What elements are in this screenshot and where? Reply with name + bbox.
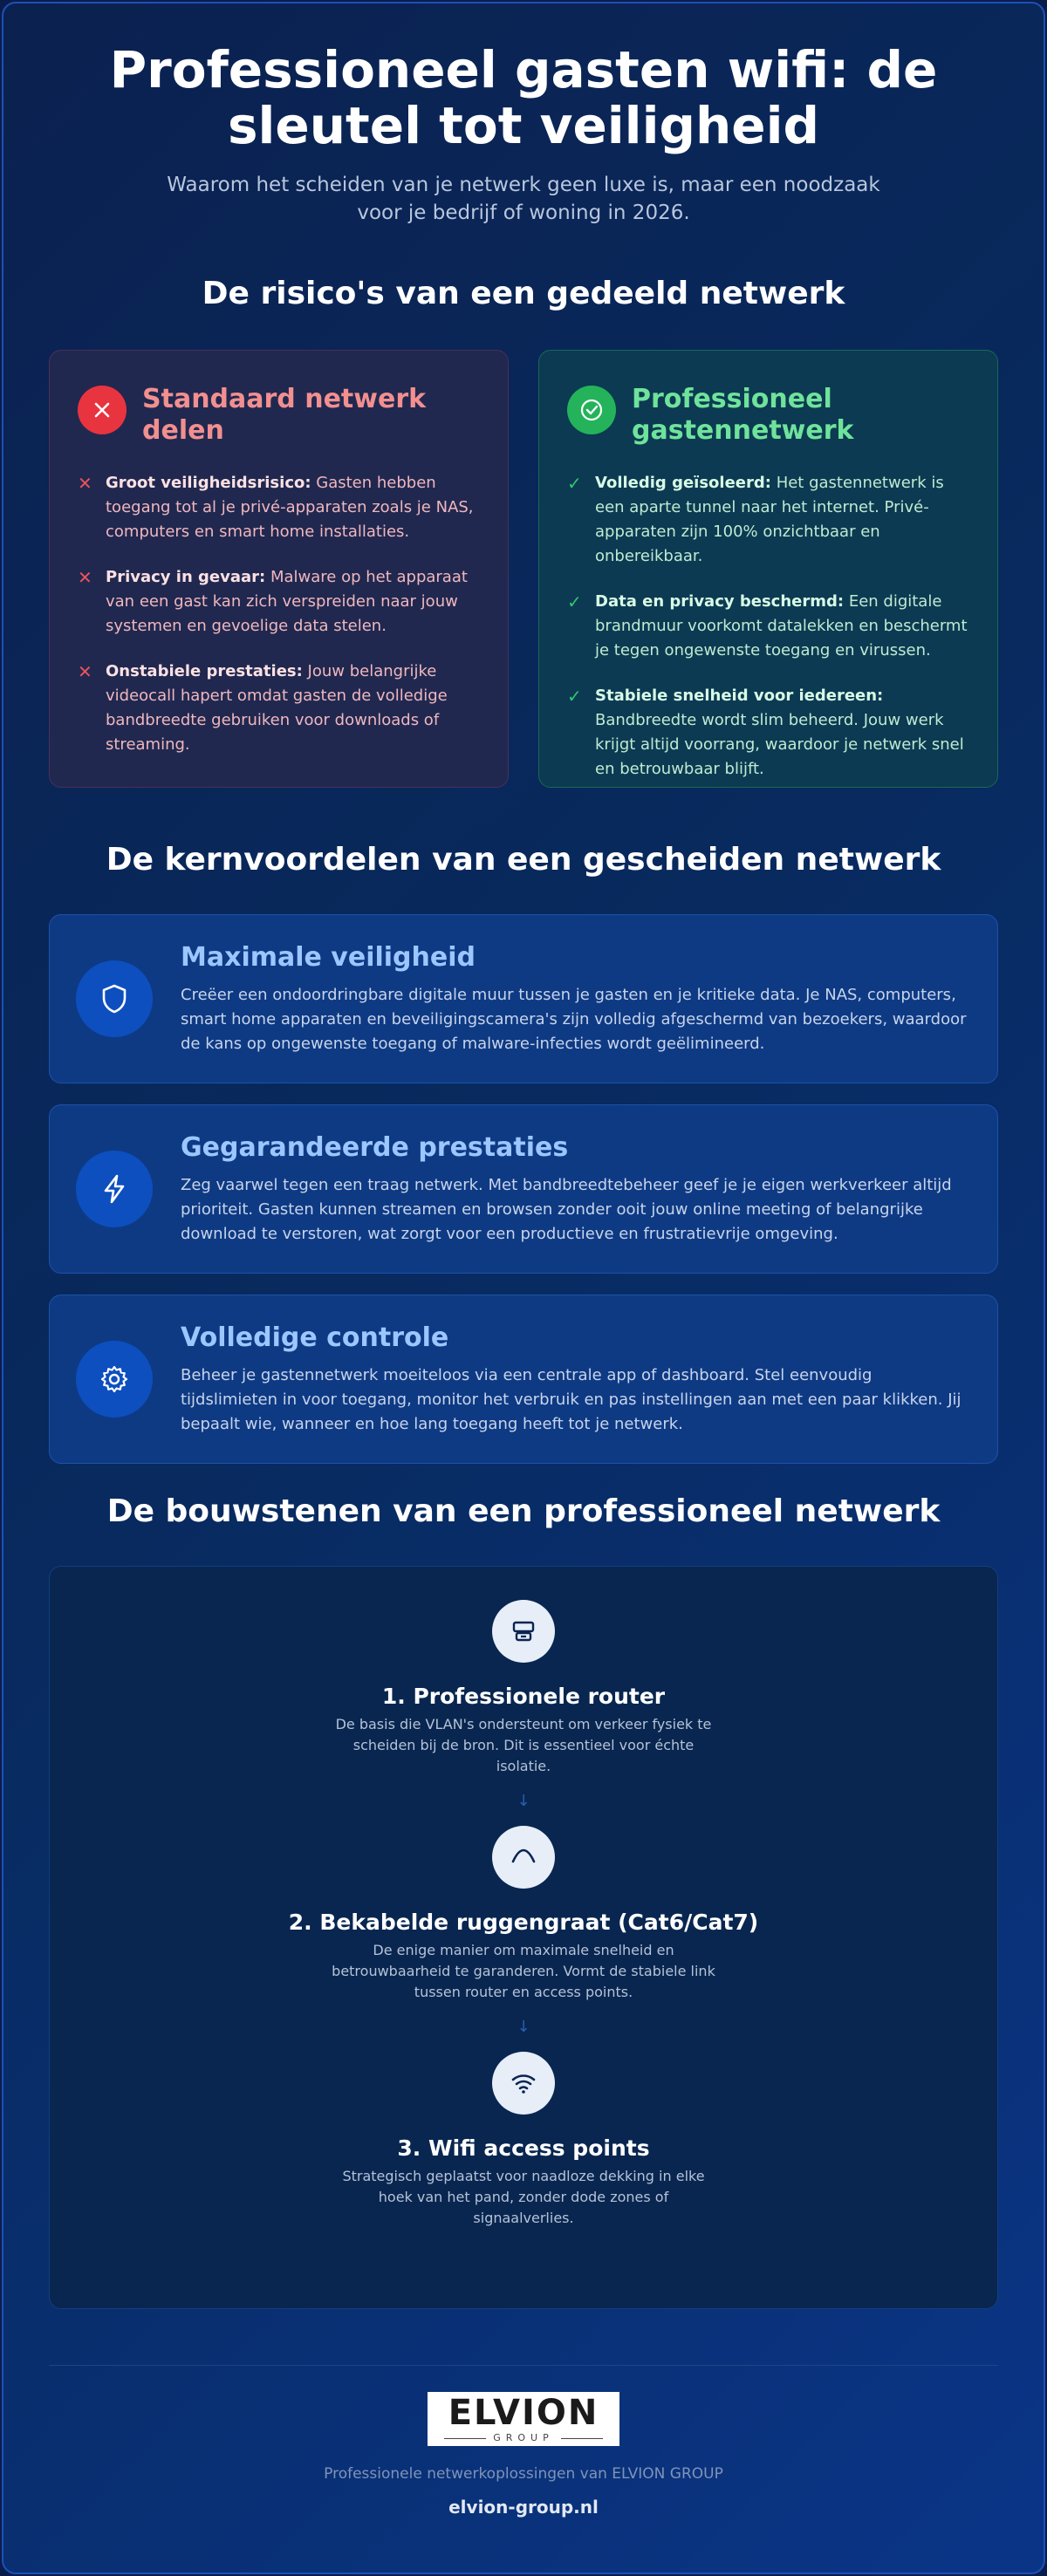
shield-icon [76,960,153,1037]
risk-point [78,471,480,544]
point-text: Gasten hebben toegang tot al je privé-apparaten zoals je NAS, computers en smart home installaties. [106,474,474,541]
check-mark-icon: ✓ [567,473,582,494]
step-description: De enige manier om maximale snelheid en betrouwbaarheid te garanderen. Vormt de stabiele link tussen router en access points. [332,1942,715,2000]
infographic-page [2,2,1045,2574]
point-label: Groot veiligheidsrisico: [106,474,311,492]
check-circle-icon [567,386,616,434]
benefits-section-title: De kernvoordelen van een gescheiden netwerk [106,842,941,878]
wifi-icon [492,2052,555,2115]
elvion-logo [428,2392,619,2446]
standard-network-card [49,350,509,788]
page-subtitle: Waarom het scheiden van je netwerk geen luxe is, maar een noodzaak voor je bedrijf of woning in 2026. [167,174,880,224]
router-icon [492,1600,555,1663]
point-text: Malware op het apparaat van een gast kan zich verspreiden naar jouw systemen en gevoelige data stelen. [106,568,468,635]
building-step [50,1600,997,1777]
risks-section-title: De risico's van een gedeeld netwerk [202,276,845,311]
logo-subtext: GROUP [493,2432,554,2443]
step-description: Strategisch geplaatst voor naadloze dekking in elke hoek van het pand, zonder dode zones of signaalverlies. [342,2168,705,2226]
step-description: De basis die VLAN's ondersteunt om verkeer fysiek te scheiden bij de bron. Dit is essentieel voor échte isolatie. [335,1716,712,1774]
comparison [3,350,1044,788]
cable-icon [492,1826,555,1889]
point-label: Data en privacy beschermd: [595,592,845,611]
professional-network-card [538,350,998,788]
standard-network-title: Standaard netwerk delen [142,384,427,446]
step-title: 2. Bekabelde ruggengraat (Cat6/Cat7) [288,1910,759,1935]
footer-tagline: Professionele netwerkoplossingen van ELVION GROUP [324,2465,723,2483]
advantage-point [567,684,969,782]
point-label: Onstabiele prestaties: [106,662,303,680]
step-title: 3. Wifi access points [397,2135,650,2161]
arrow-down-icon: ↓ [517,1792,530,1810]
header [3,3,1044,227]
lightning-icon [76,1151,153,1227]
point-text: Bandbreedte wordt slim beheerd. Jouw werk krijgt altijd voorrang, waardoor je netwerk snel en betrouwbaar blijft. [595,711,964,778]
benefits-list [3,914,1044,1464]
x-icon [78,386,127,434]
building-step [50,2052,997,2229]
benefit-card [49,1295,998,1464]
benefit-description: Beheer je gastennetwerk moeiteloos via een centrale app of dashboard. Stel eenvoudig tijdslimieten in voor toegang, monitor het verbruik en pas instellingen aan met een paar klikken. Jij bepaalt wie, wanneer en hoe lang toegang heeft tot je netwerk. [181,1365,961,1433]
page-title: Professioneel gasten wifi: de sleutel tot veiligheid [109,40,938,155]
arrow-down-icon: ↓ [517,2018,530,2036]
building-step [50,1826,997,2003]
logo-wordmark: ELVION [448,2393,599,2433]
point-text: Jouw belangrijke videocall hapert omdat gasten de volledige bandbreedte gebruiken voor downloads of streaming. [106,662,448,754]
building-blocks-panel [49,1566,998,2309]
benefit-card [49,1104,998,1274]
point-text: Een digitale brandmuur voorkomt datalekken en beschermt je tegen ongewenste toegang en virussen. [595,592,968,659]
advantage-point [567,471,969,569]
footer-divider [49,2365,998,2366]
cross-mark-icon: ✕ [78,661,92,682]
risk-point [78,659,480,757]
benefit-title: Gegarandeerde prestaties [181,1131,569,1163]
professional-network-title: Professioneel gastennetwerk [632,384,854,446]
point-text: Het gastennetwerk is een aparte tunnel naar het internet. Privé-apparaten zijn 100% onzichtbaar en onbereikbaar. [595,474,944,565]
benefit-title: Maximale veiligheid [181,941,476,973]
point-label: Stabiele snelheid voor iedereen: [595,687,884,705]
advantage-point [567,590,969,663]
benefit-description: Zeg vaarwel tegen een traag netwerk. Met bandbreedtebeheer geef je je eigen werkverkeer altijd prioriteit. Gasten kunnen streamen en browsen zonder ooit jouw online meeting of belangrijke download te verstoren, wat zorgt voor een productieve en frustratievrije omgeving. [181,1175,952,1243]
risk-point [78,565,480,639]
check-mark-icon: ✓ [567,591,582,612]
footer [3,2392,1044,2518]
cross-mark-icon: ✕ [78,567,92,588]
point-label: Privacy in gevaar: [106,568,266,586]
check-mark-icon: ✓ [567,686,582,707]
footer-website-link[interactable]: elvion-group.nl [448,2497,599,2518]
point-label: Volledig geïsoleerd: [595,474,771,492]
gear-icon [76,1341,153,1418]
benefit-description: Creëer een ondoordringbare digitale muur tussen je gasten en je kritieke data. Je NAS, computers, smart home apparaten en beveiligingscamera's zijn volledig afgeschermd van bezoekers, waardoor de kans op ongewenste toegang of malware-infecties wordt geëlimineerd. [181,985,967,1053]
benefit-card [49,914,998,1083]
cross-mark-icon: ✕ [78,473,92,494]
benefit-title: Volledige controle [181,1322,449,1353]
building-blocks-title: De bouwstenen van een professioneel netwerk [106,1493,941,1529]
step-title: 1. Professionele router [381,1684,666,1709]
